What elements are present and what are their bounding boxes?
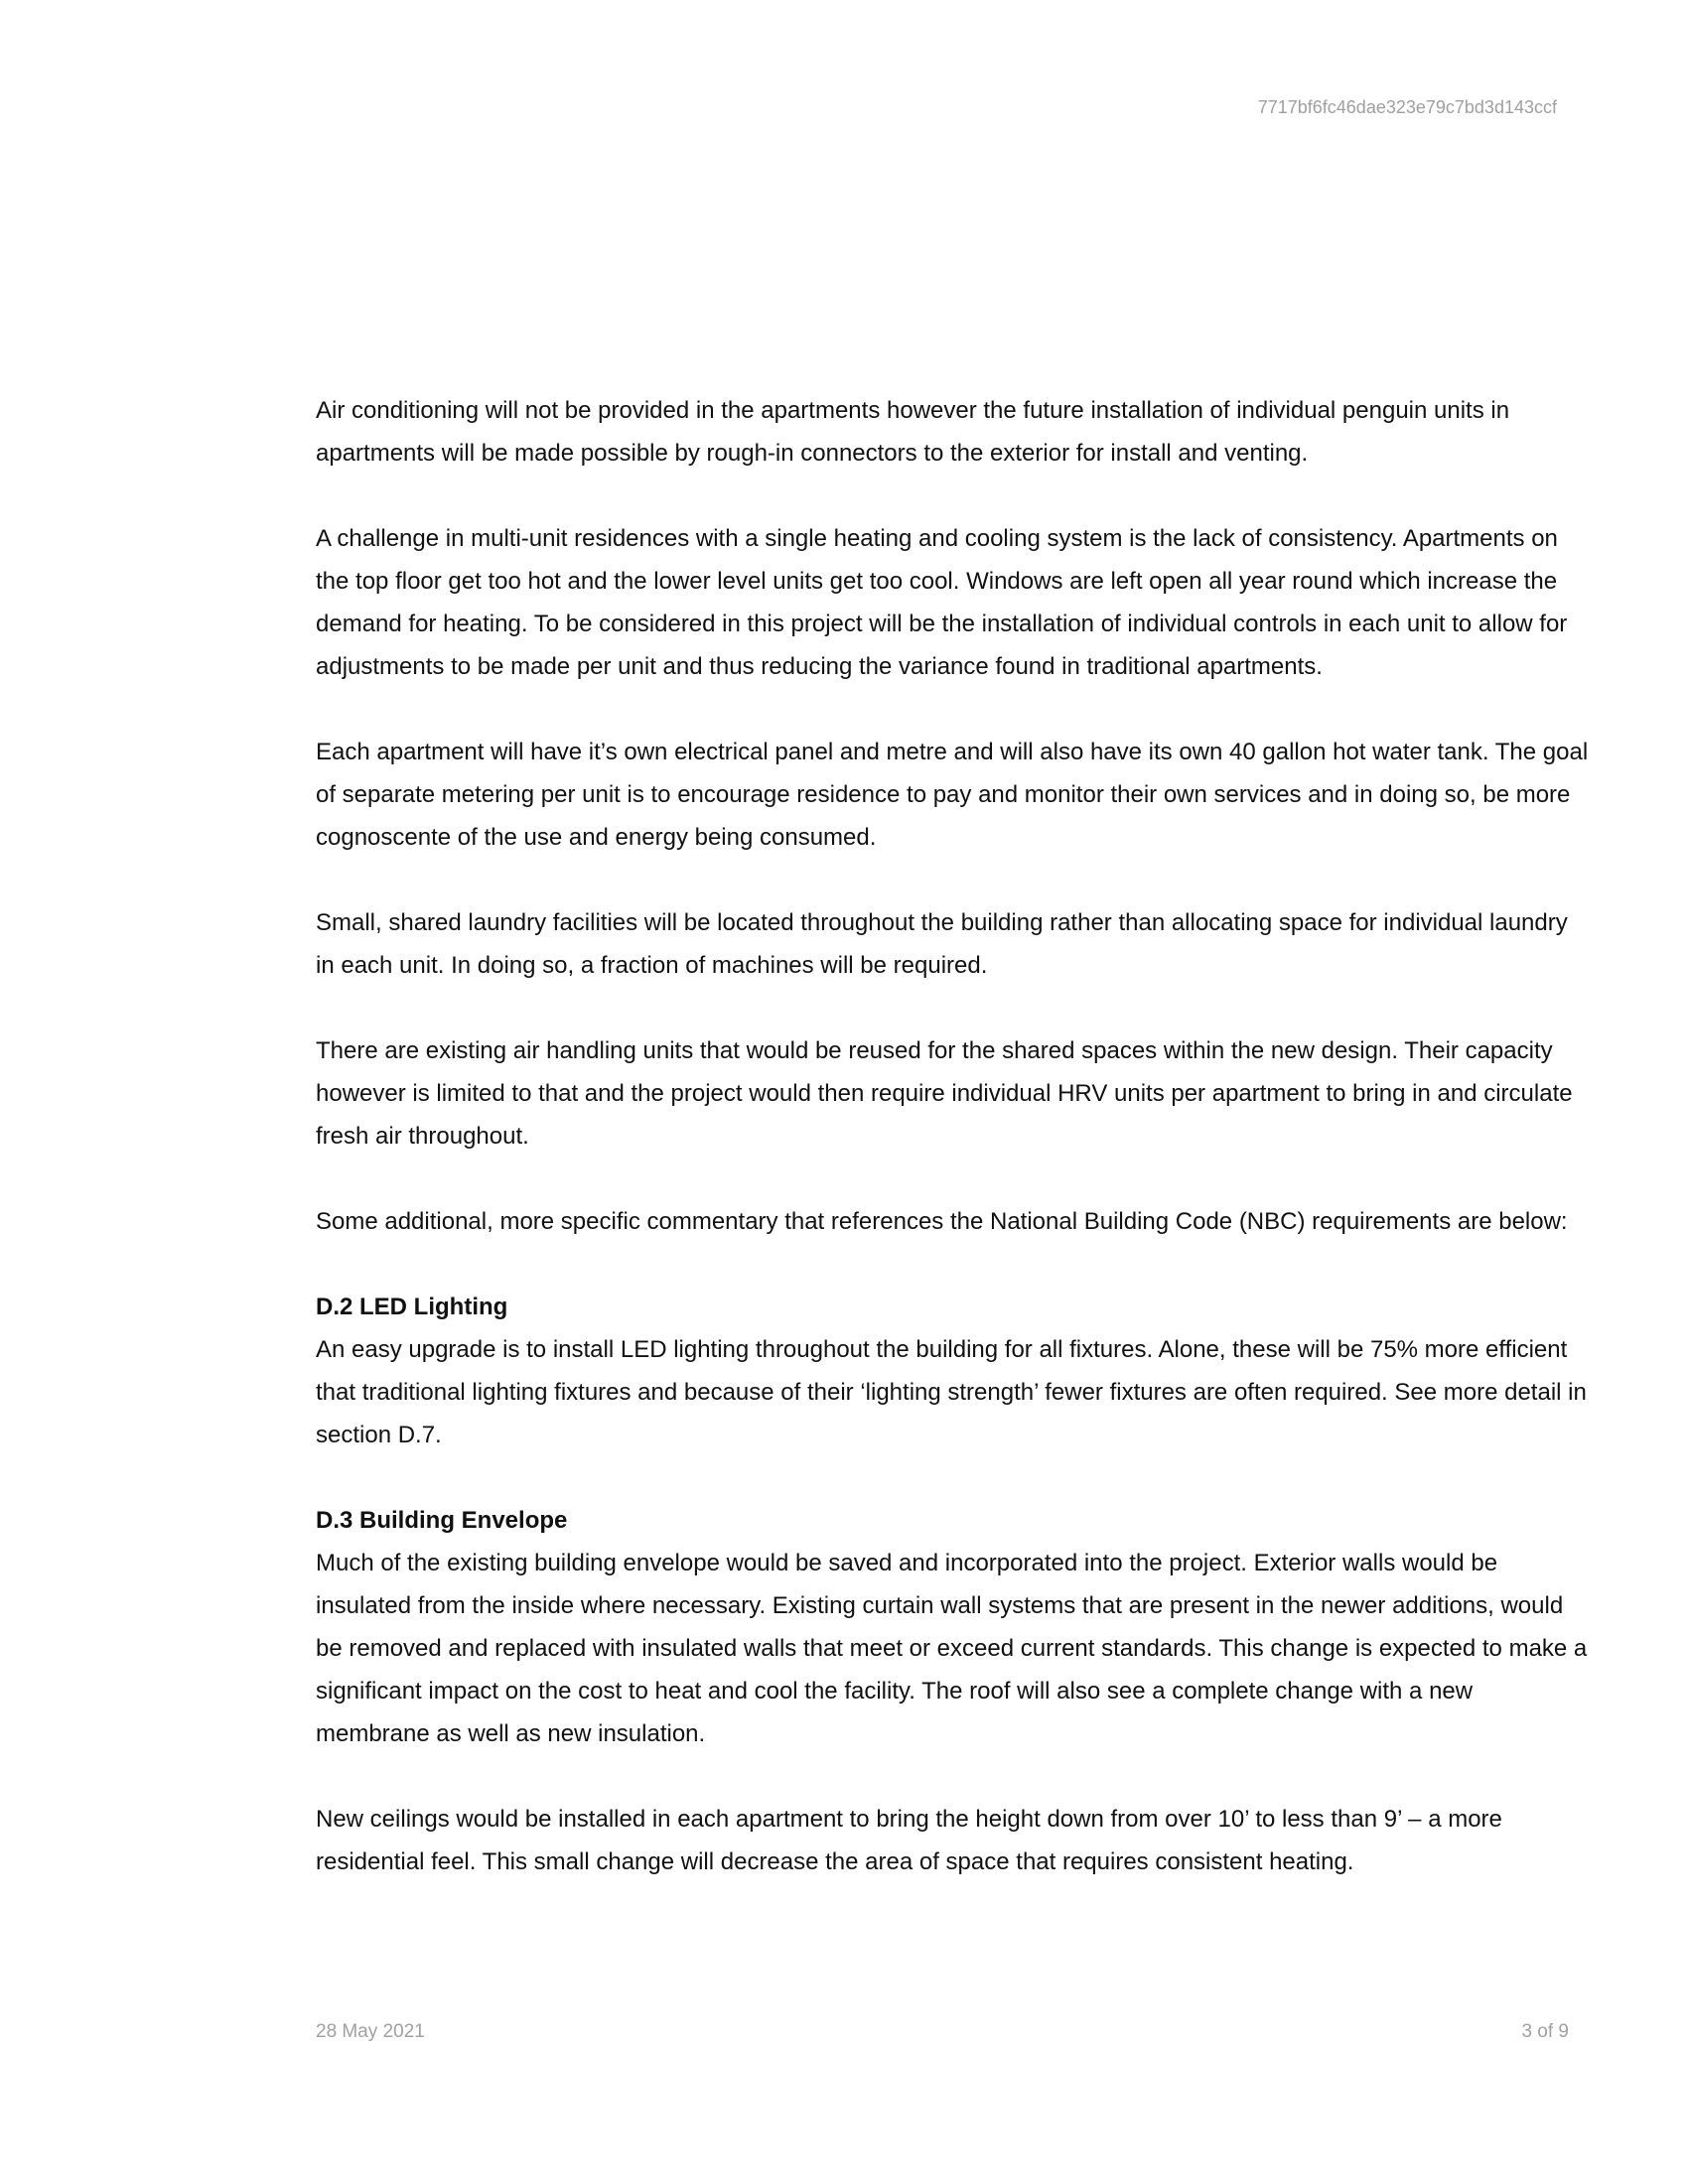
page-number: 3 of 9	[1521, 2021, 1569, 2042]
footer-date: 28 May 2021	[316, 2021, 425, 2042]
paragraph: Each apartment will have it’s own electrical panel and metre and will also have its own 40 gallon hot water tank. The goal of separate metering per unit is to encourage residence to pay and monitor their own services and in doing so, be more cognoscente of the use and energy being consumed.	[316, 739, 1589, 851]
paragraph: Small, shared laundry facilities will be located throughout the building rather than allocating space for individual laundry in each unit. In doing so, a fraction of machines will be required.	[316, 909, 1568, 979]
document-id: 7717bf6fc46dae323e79c7bd3d143ccf	[1257, 97, 1557, 117]
section-paragraph: Much of the existing building envelope would be saved and incorporated into the project. Exterior walls would be insulated from the inside where necessary. Existing curtain wall systems that are present in the newer additions, would be removed and replaced with insulated walls that meet or exceed current standards. This change is expected to make a significant impact on the cost to heat and cool the facility. The roof will also see a complete change with a new membrane as well as new insulation.	[316, 1550, 1588, 1747]
section-paragraph: An easy upgrade is to install LED lighting throughout the building for all fixtures. Alone, these will be 75% more efficient that traditional lighting fixtures and because of their ‘lighting strength’ fewer fixtures are often required. See more detail in section D.7.	[316, 1336, 1587, 1448]
section-heading-led-lighting: D.2 LED Lighting	[316, 1294, 508, 1320]
document-body	[316, 389, 1589, 1926]
paragraph: A challenge in multi-unit residences with a single heating and cooling system is the lack of consistency. Apartments on the top floor get too hot and the lower level units get too cool. Windows are left open all year round which increase the demand for heating. To be considered in this project will be the installation of individual controls in each unit to allow for adjustments to be made per unit and thus reducing the variance found in traditional apartments.	[316, 525, 1568, 680]
section-heading-building-envelope: D.3 Building Envelope	[316, 1507, 568, 1534]
paragraph: Air conditioning will not be provided in the apartments however the future installation of individual penguin units in apartments will be made possible by rough-in connectors to the exterior for install and venting.	[316, 397, 1510, 467]
paragraph: There are existing air handling units that would be reused for the shared spaces within the new design. Their capacity however is limited to that and the project would then require individual HRV units per apartment to bring in and circulate fresh air throughout.	[316, 1037, 1573, 1150]
section-paragraph: New ceilings would be installed in each apartment to bring the height down from over 10’ to less than 9’ – a more residential feel. This small change will decrease the area of space that requires consistent heating.	[316, 1806, 1502, 1875]
paragraph: Some additional, more specific commentary that references the National Building Code (NBC) requirements are below:	[316, 1208, 1568, 1235]
